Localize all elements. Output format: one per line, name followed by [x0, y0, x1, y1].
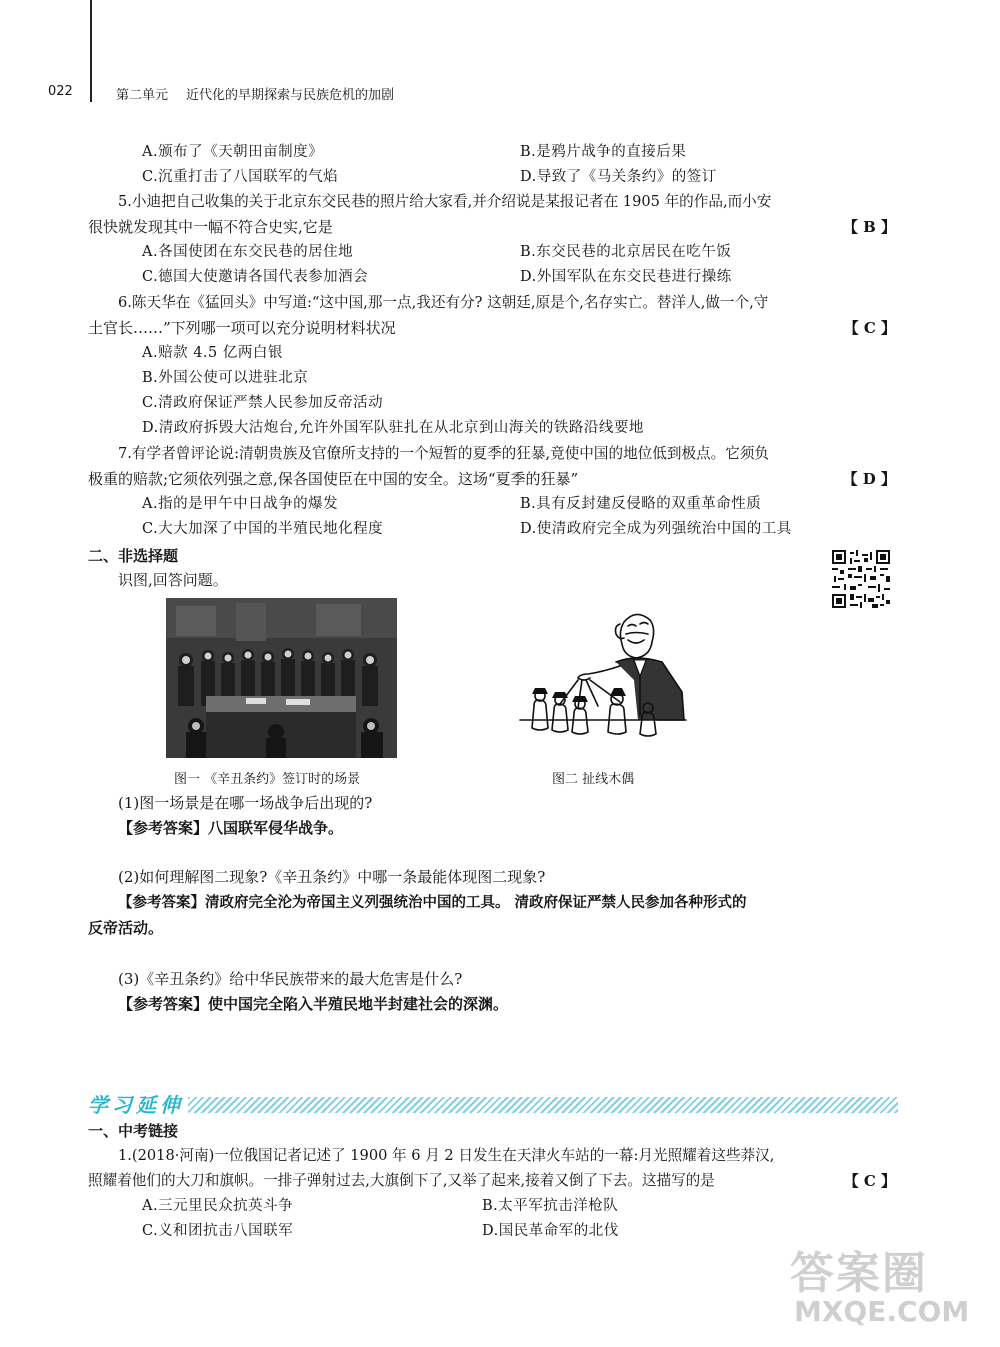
treaty-signing-photo: [166, 598, 397, 758]
study-extension-banner: [88, 1093, 898, 1117]
q7-text-line1: 7.有学者曾评论说:清朝贵族及官僚所支持的一个短暂的夏季的狂暴,竟使中国的地位低到极点。它须负: [118, 445, 770, 462]
puppet-cartoon: [516, 600, 691, 750]
q7-option-b: B.具有反封建反侵略的双重革命性质: [520, 496, 762, 512]
q6-answer: 【 C 】: [843, 319, 896, 337]
subquestion3: (3)《辛丑条约》给中华民族带来的最大危害是什么?: [118, 970, 463, 988]
ext-option-b: B.太平军抗击洋枪队: [482, 1198, 619, 1214]
q6-option-c: C.清政府保证严禁人民参加反帝活动: [142, 395, 384, 411]
q5-option-d: D.外国军队在东交民巷进行操练: [520, 269, 732, 285]
unit-label: 第二单元: [116, 88, 169, 103]
q6-option-a: A.赔款 4.5 亿两白银: [142, 345, 283, 361]
q6-option-d: D.清政府拆毁大沽炮台,允许外国军队驻扎在从北京到山海关的铁路沿线要地: [142, 420, 644, 436]
figure1-caption: 图一 《辛丑条约》签订时的场景: [174, 772, 361, 787]
q7-option-c: C.大大加深了中国的半殖民地化程度: [142, 521, 384, 537]
ext-q1-answer: 【 C 】: [843, 1172, 896, 1190]
banner-title: 学习延伸: [88, 1093, 184, 1117]
q7-answer: 【 D 】: [842, 470, 896, 488]
q6-option-b: B.外国公使可以进驻北京: [142, 370, 309, 386]
subquestion2-answer-line2: 反帝活动。: [88, 919, 164, 937]
q5-option-b: B.东交民巷的北京居民在吃午饭: [520, 244, 732, 260]
ext-option-c: C.义和团抗击八国联军: [142, 1223, 294, 1239]
watermark-logo: [790, 1233, 970, 1333]
q5-option-a: A.各国使团在东交民巷的居住地: [142, 244, 354, 260]
watermark-bottom: MXQE.COM: [794, 1295, 970, 1328]
header-rule: [90, 0, 92, 102]
ext-option-d: D.国民革命军的北伐: [482, 1223, 619, 1239]
subquestion2: (2)如何理解图二现象?《辛丑条约》中哪一条最能体现图二现象?: [118, 868, 546, 886]
ext-q1-line2: 照耀着他们的大刀和旗帜。一排子弹射过去,大旗倒下了,又举了起来,接着又倒了下去。这描写的是: [88, 1172, 715, 1189]
extension-section-title: 一、中考链接: [88, 1122, 179, 1140]
chapter-title: 近代化的早期探索与民族危机的加剧: [186, 88, 395, 103]
q7-option-a: A.指的是甲午中日战争的爆发: [142, 496, 339, 512]
q5-option-c: C.德国大使邀请各国代表参加酒会: [142, 269, 369, 285]
section2-title: 二、非选择题: [88, 547, 179, 565]
qr-code-icon[interactable]: [832, 550, 890, 608]
subquestion2-answer-line1: 【参考答案】清政府完全沦为帝国主义列强统治中国的工具。 清政府保证严禁人民参加各种形式的: [118, 895, 747, 911]
q5-text-line2: 很快就发现其中一幅不符合史实,它是: [88, 218, 333, 236]
subquestion1: (1)图一场景是在哪一场战争后出现的?: [118, 794, 373, 812]
q4-option-b: B.是鸦片战争的直接后果: [520, 144, 687, 160]
figure2-caption: 图二 扯线木偶: [552, 772, 635, 787]
q4-option-d: D.导致了《马关条约》的签订: [520, 169, 717, 185]
subquestion1-answer: 【参考答案】八国联军侵华战争。: [118, 819, 344, 837]
page-number: 022: [48, 84, 73, 99]
q5-text-line1: 5.小迪把自己收集的关于北京东交民巷的照片给大家看,并介绍说是某报记者在 1905 年的作品,而小安: [118, 193, 772, 210]
ext-option-a: A.三元里民众抗英斗争: [142, 1198, 294, 1214]
section2-intro: 识图,回答问题。: [118, 571, 228, 589]
watermark-top: 答案圈: [790, 1248, 928, 1299]
subquestion3-answer: 【参考答案】使中国完全陷入半殖民地半封建社会的深渊。: [118, 995, 509, 1013]
banner-stripes: [188, 1097, 898, 1113]
ext-q1-line1: 1.(2018·河南)一位俄国记者记述了 1900 年 6 月 2 日发生在天津火车站的一幕:月光照耀着这些莽汉,: [118, 1147, 775, 1164]
q7-option-d: D.使清政府完全成为列强统治中国的工具: [520, 521, 792, 537]
q4-option-a: A.颁布了《天朝田亩制度》: [142, 144, 324, 160]
q4-option-c: C.沉重打击了八国联军的气焰: [142, 169, 339, 185]
q5-answer: 【 B 】: [842, 218, 896, 236]
q7-text-line2: 极重的赔款;它须依列强之意,保各国使臣在中国的安全。这场“夏季的狂暴”: [88, 470, 579, 488]
q6-text-line1: 6.陈天华在《猛回头》中写道:“这中国,那一点,我还有分? 这朝廷,原是个,名存实亡。替洋人,做一个,守: [118, 294, 769, 311]
q6-text-line2: 土官长……”下列哪一项可以充分说明材料状况: [88, 319, 396, 337]
